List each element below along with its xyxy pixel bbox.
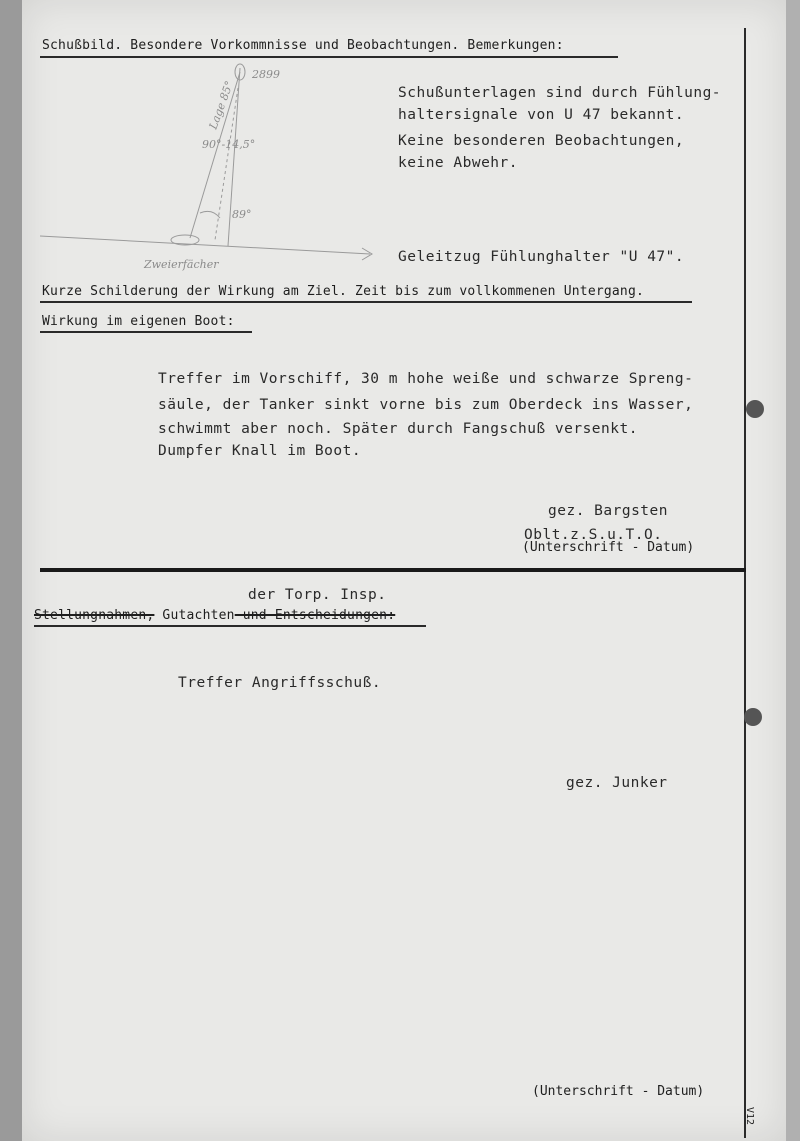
- effect-line-3: schwimmt aber noch. Später durch Fangschuß versenkt.: [158, 421, 638, 437]
- signature-caption-1: (Unterschrift - Datum): [522, 540, 695, 555]
- sketch-target-course-line: [40, 236, 370, 254]
- section-header-title: Schußbild. Besondere Vorkommnisse und Beobachtungen. Bemerkungen:: [42, 38, 564, 53]
- struck-text-suffix: und Entscheidungen:: [234, 608, 396, 623]
- sketch-angle2-label: 89°: [232, 208, 252, 221]
- section2-underline: [40, 301, 692, 303]
- page-edge: [786, 0, 800, 1141]
- signature-rank: Oblt.z.S.u.T.O.: [524, 527, 663, 543]
- signature-caption-2: (Unterschrift - Datum): [532, 1084, 705, 1099]
- punch-hole-bottom: [744, 708, 762, 726]
- section3-underline: [34, 625, 426, 627]
- margin-rule: [744, 28, 746, 1138]
- remarks-line-2: haltersignale von U 47 bekannt.: [398, 107, 685, 123]
- section2-subheading: Wirkung im eigenen Boot:: [42, 314, 235, 329]
- section2-subunderline: [40, 331, 252, 333]
- effect-line-4: Dumpfer Knall im Boot.: [158, 443, 362, 459]
- margin-note: V12: [744, 1106, 756, 1126]
- torpedo-inspection-label: der Torp. Insp.: [248, 587, 387, 603]
- signature-bargsten: gez. Bargsten: [548, 503, 668, 519]
- sketch-angle-label: Lage 85°: [206, 79, 237, 132]
- remarks-line-3: Keine besonderen Beobachtungen,: [398, 133, 685, 149]
- section3-heading: [34, 608, 395, 624]
- sketch-caption: Zweierfächer: [144, 258, 219, 271]
- section3-heading-main: Gutachten: [154, 608, 235, 623]
- sketch-bearing-label: 2899: [252, 68, 280, 81]
- effect-line-1: Treffer im Vorschiff, 30 m hohe weiße und schwarze Spreng-: [158, 371, 694, 387]
- struck-text-prefix: Stellungnahmen,: [34, 608, 155, 623]
- signature-junker: gez. Junker: [566, 775, 668, 791]
- section2-heading: Kurze Schilderung der Wirkung am Ziel. Zeit bis zum vollkommenen Untergang.: [42, 284, 644, 299]
- punch-hole-top: [746, 400, 764, 418]
- remarks-line-1: Schußunterlagen sind durch Fühlung-: [398, 85, 722, 101]
- section-divider: [40, 568, 746, 572]
- torpedo-shot-sketch: [40, 58, 380, 288]
- verdict-text: Treffer Angriffsschuß.: [178, 675, 382, 691]
- sketch-deflection-label: 90°-14,5°: [202, 138, 256, 151]
- convoy-note: Geleitzug Fühlunghalter "U 47".: [398, 249, 685, 265]
- effect-line-2: säule, der Tanker sinkt vorne bis zum Oberdeck ins Wasser,: [158, 397, 694, 413]
- sketch-angle-arc: [200, 211, 220, 218]
- remarks-line-4: keine Abwehr.: [398, 155, 518, 171]
